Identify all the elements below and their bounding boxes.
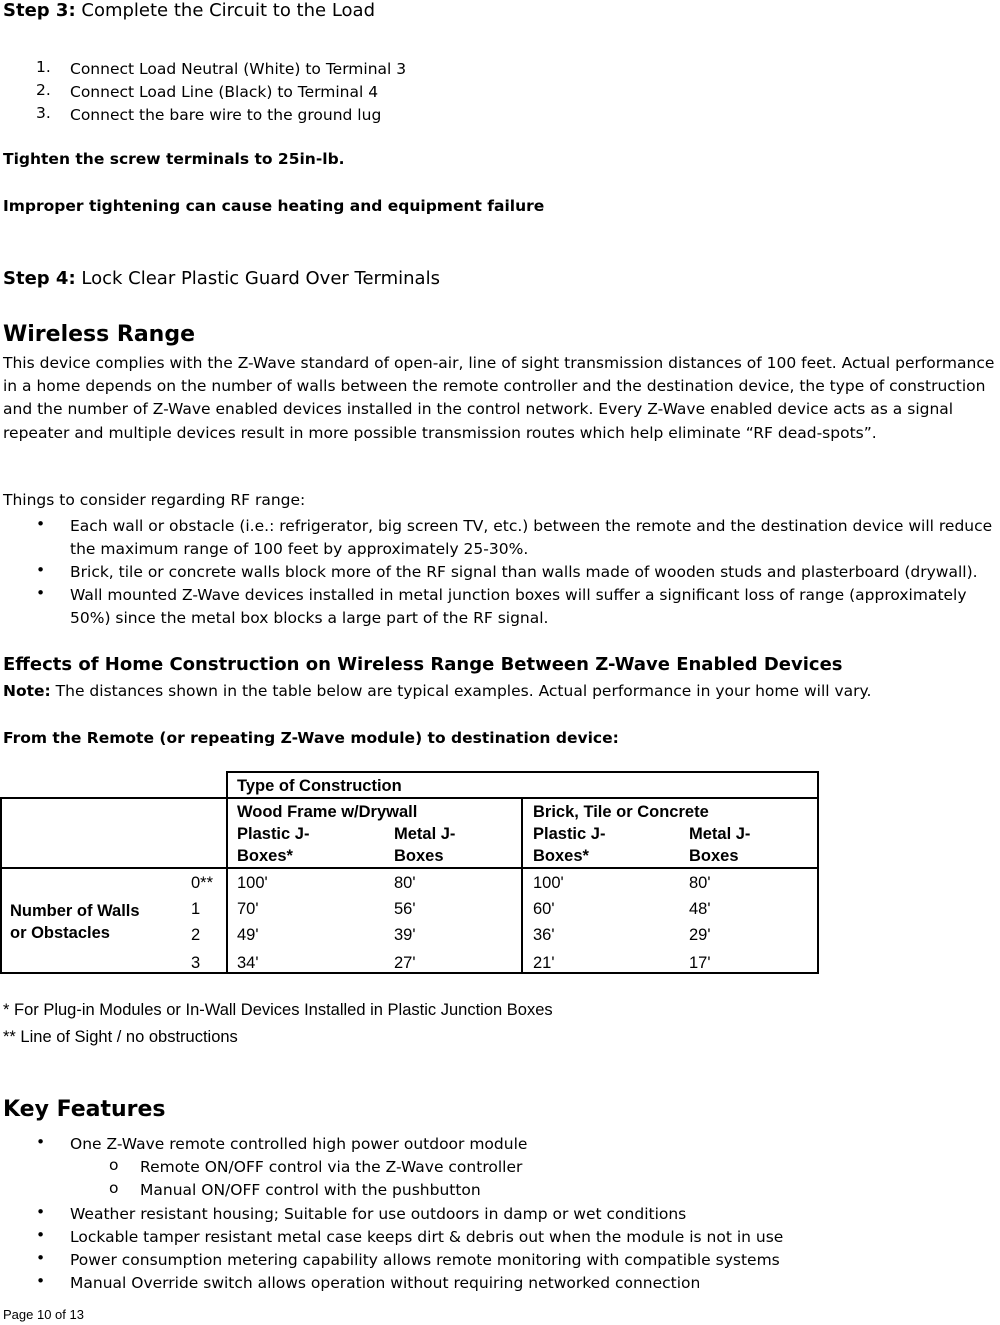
- list-text: Wall mounted Z-Wave devices installed in metal junction boxes will suffer a significant loss of range (approximately 50%) since the metal box blocks a large part of the RF signal.: [70, 586, 967, 628]
- table-cell: 80': [689, 874, 711, 892]
- table-cell: 49': [237, 926, 259, 944]
- list-number: 3.: [36, 104, 51, 122]
- table-cell: 56': [394, 900, 416, 918]
- page-number: Page 10 of 13: [3, 1307, 84, 1322]
- walls-count: 3: [191, 954, 201, 972]
- key-features-heading: Key Features: [3, 1097, 166, 1122]
- list-number: 2.: [36, 81, 51, 99]
- col-header-metal: Metal J-: [394, 825, 456, 843]
- bullet: •: [36, 1272, 46, 1290]
- row-header-walls: Number of Walls: [10, 902, 140, 920]
- note-text: The distances shown in the table below are typical examples. Actual performance in your home will vary.: [50, 682, 872, 700]
- col-header-plastic: Boxes*: [237, 847, 293, 865]
- list-text: Connect Load Line (Black) to Terminal 4: [70, 83, 379, 101]
- table-cell: 27': [394, 954, 416, 972]
- sub-bullet: o: [109, 1179, 119, 1197]
- row-header-walls: or Obstacles: [10, 924, 110, 942]
- step4-title: Lock Clear Plastic Guard Over Terminals: [75, 268, 440, 289]
- group-brick: Brick, Tile or Concrete: [533, 803, 709, 821]
- wireless-range-heading: Wireless Range: [3, 322, 196, 347]
- col-header-metal: Metal J-: [689, 825, 751, 843]
- sub-bullet: o: [109, 1156, 119, 1174]
- walls-count: 1: [191, 900, 201, 918]
- rf-range-intro: Things to consider regarding RF range:: [3, 491, 306, 509]
- bullet: •: [36, 1226, 46, 1244]
- bullet: •: [36, 515, 46, 533]
- table-cell: 21': [533, 954, 555, 972]
- tightening-warning: Improper tightening can cause heating and equipment failure: [3, 197, 545, 215]
- table-cell: 70': [237, 900, 259, 918]
- list-text: Connect the bare wire to the ground lug: [70, 106, 382, 124]
- table-cell: 80': [394, 874, 416, 892]
- col-header-plastic: Plastic J-: [237, 825, 310, 843]
- list-text: Weather resistant housing; Suitable for use outdoors in damp or wet conditions: [70, 1205, 687, 1223]
- table-cell: 60': [533, 900, 555, 918]
- list-text: Brick, tile or concrete walls block more of the RF signal than walls made of wooden studs and plasterboard (drywall).: [70, 563, 978, 581]
- table-cell: 17': [689, 954, 711, 972]
- step3-title: Complete the Circuit to the Load: [75, 0, 376, 21]
- table-cell: 39': [394, 926, 416, 944]
- torque-note: Tighten the screw terminals to 25in-lb.: [3, 150, 345, 168]
- col-header-metal: Boxes: [689, 847, 739, 865]
- list-text: Each wall or obstacle (i.e.: refrigerator, big screen TV, etc.) between the remote and the destination device will reduce the maximum range of 100 feet by approximately 25-30%.: [70, 517, 993, 559]
- list-text: Connect Load Neutral (White) to Terminal 3: [70, 60, 407, 78]
- table-title: Type of Construction: [237, 777, 402, 795]
- list-text: Remote ON/OFF control via the Z-Wave controller: [140, 1158, 523, 1176]
- step4-label: Step 4:: [3, 268, 76, 289]
- list-text: Manual ON/OFF control with the pushbutton: [140, 1181, 481, 1199]
- col-header-metal: Boxes: [394, 847, 444, 865]
- table-cell: 100': [237, 874, 268, 892]
- bullet: •: [36, 1249, 46, 1267]
- table-cell: 36': [533, 926, 555, 944]
- wireless-range-paragraph: This device complies with the Z-Wave standard of open-air, line of sight transmission distances of 100 feet. Actual performance in a home depends on the number of walls between the remote controller and the destination device, the type of construction and the number of Z-Wave enabled devices installed in the control network. Every Z-Wave enabled device acts as a signal repeater and multiple devices result in more possible transmission routes which help eliminate “RF dead-spots”.: [3, 354, 995, 442]
- step3-heading: [3, 0, 375, 21]
- list-text: Manual Override switch allows operation without requiring networked connection: [70, 1274, 701, 1292]
- list-text: Lockable tamper resistant metal case keeps dirt & debris out when the module is not in use: [70, 1228, 784, 1246]
- effects-heading: Effects of Home Construction on Wireless Range Between Z-Wave Enabled Devices: [3, 654, 843, 675]
- bullet: •: [36, 584, 46, 602]
- step4-heading: [3, 268, 440, 289]
- footnote-double: ** Line of Sight / no obstructions: [3, 1028, 238, 1046]
- col-header-plastic: Boxes*: [533, 847, 589, 865]
- list-text: One Z-Wave remote controlled high power outdoor module: [70, 1135, 528, 1153]
- table-cell: 34': [237, 954, 259, 972]
- bullet: •: [36, 1133, 46, 1151]
- group-wood-frame: Wood Frame w/Drywall: [237, 803, 418, 821]
- col-header-plastic: Plastic J-: [533, 825, 606, 843]
- step3-label: Step 3:: [3, 0, 76, 21]
- footnote-single: * For Plug-in Modules or In-Wall Devices Installed in Plastic Junction Boxes: [3, 1001, 553, 1019]
- walls-count: 0**: [191, 874, 214, 892]
- list-number: 1.: [36, 58, 51, 76]
- walls-count: 2: [191, 926, 201, 944]
- effects-note: [3, 682, 871, 700]
- bullet: •: [36, 561, 46, 579]
- from-remote-line: From the Remote (or repeating Z-Wave module) to destination device:: [3, 729, 619, 747]
- bullet: •: [36, 1203, 46, 1221]
- note-label: Note:: [3, 682, 51, 700]
- list-text: Power consumption metering capability allows remote monitoring with compatible systems: [70, 1251, 780, 1269]
- table-cell: 100': [533, 874, 564, 892]
- table-cell: 29': [689, 926, 711, 944]
- table-cell: 48': [689, 900, 711, 918]
